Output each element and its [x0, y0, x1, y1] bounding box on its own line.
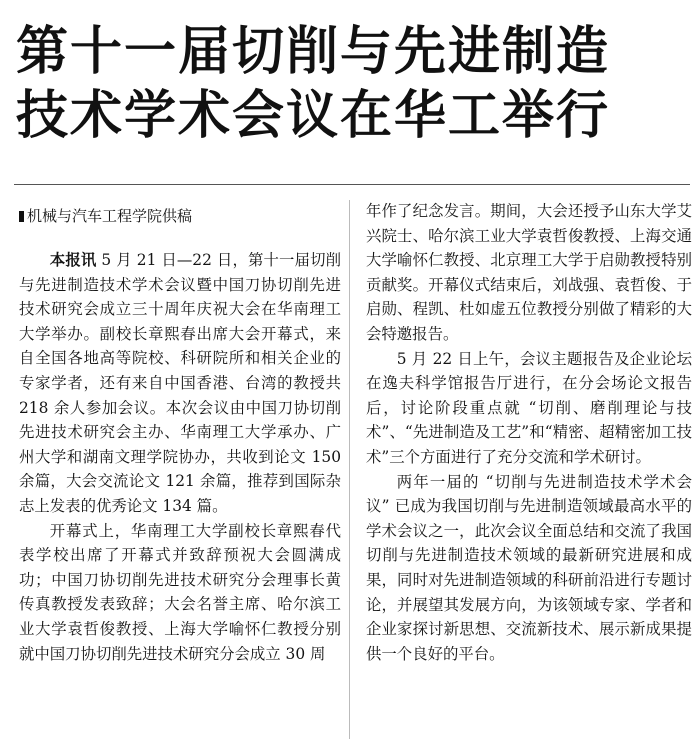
article-paragraph: 5 月 22 日上午，会议主题报告及企业论坛在逸夫科学馆报告厅进行，在分会场论文报告后，讨论阶段重点就 “切削、磨削理论与技术”、“先进制造及工艺”和“精密、超精密加工技术”三个方面进行了充分交流和学术研讨。: [366, 349, 692, 466]
article-paragraph: 开幕式上，华南理工大学副校长章熙春代表学校出席了开幕式并致辞预祝大会圆满成功；中国刀协切削先进技术研究分会理事长黄传真教授发表致辞；大会名誉主席、哈尔滨工业大学袁哲俊教授、上海大学喻怀仁教授分别就中国刀协切削先进技术研究分会成立 30 周: [19, 521, 341, 663]
headline-rule: [14, 184, 690, 185]
headline-line-2: 技术学术会议在华工举行: [16, 86, 611, 146]
headline-line-1: 第十一届切削与先进制造: [16, 22, 611, 82]
article-column-left: [19, 198, 341, 738]
column-divider: [349, 200, 350, 739]
article-paragraph-continued: 年作了纪念发言。期间，大会还授予山东大学艾兴院士、哈尔滨工业大学袁哲俊教授、上海交通大学喻怀仁教授、北京理工大学于启勋教授特别贡献奖。开幕仪式结束后，刘战强、袁哲俊、于启勋、程凯、杜如虚五位教授分别做了精彩的大会特邀报告。: [366, 202, 692, 343]
paragraph-text: 5 月 21 日—22 日，第十一届切削与先进制造技术学术会议暨中国刀协切削先进技术研究会成立三十周年庆祝大会在华南理工大学举办。副校长章熙春出席大会开幕式，来自全国各地高等院校、科研院所和相关企业的专家学者，还有来自中国香港、台湾的教授共 218 余人参加会议。本次会议由中国刀协切削先进技术研究会主办、华南理工大学承办、广州大学和湖南文理学院协办，共收到论文 150 余篇，大会交流论文 121 余篇，推荐到国际杂志上发表的优秀论文 134 篇。: [19, 251, 341, 515]
article-paragraph: [19, 248, 341, 519]
article-paragraph: 两年一届的 “切削与先进制造技术学术会议” 已成为我国切削与先进制造领域最高水平的学术会议之一，此次会议全面总结和交流了我国切削与先进制造技术领域的最新研究进展和成果，同时对先进制造领域的科研前沿进行专题讨论，并展望其发展方向，为该领域专家、学者和企业家探讨新思想、交流新技术、展示新成果提供一个良好的平台。: [366, 472, 692, 663]
article-column-right: [366, 199, 692, 739]
square-bullet-icon: [19, 211, 24, 222]
byline: [19, 206, 341, 226]
byline-text: 机械与汽车工程学院供稿: [27, 207, 193, 225]
lead-label: 本报讯: [49, 251, 97, 269]
headline: [16, 20, 688, 148]
